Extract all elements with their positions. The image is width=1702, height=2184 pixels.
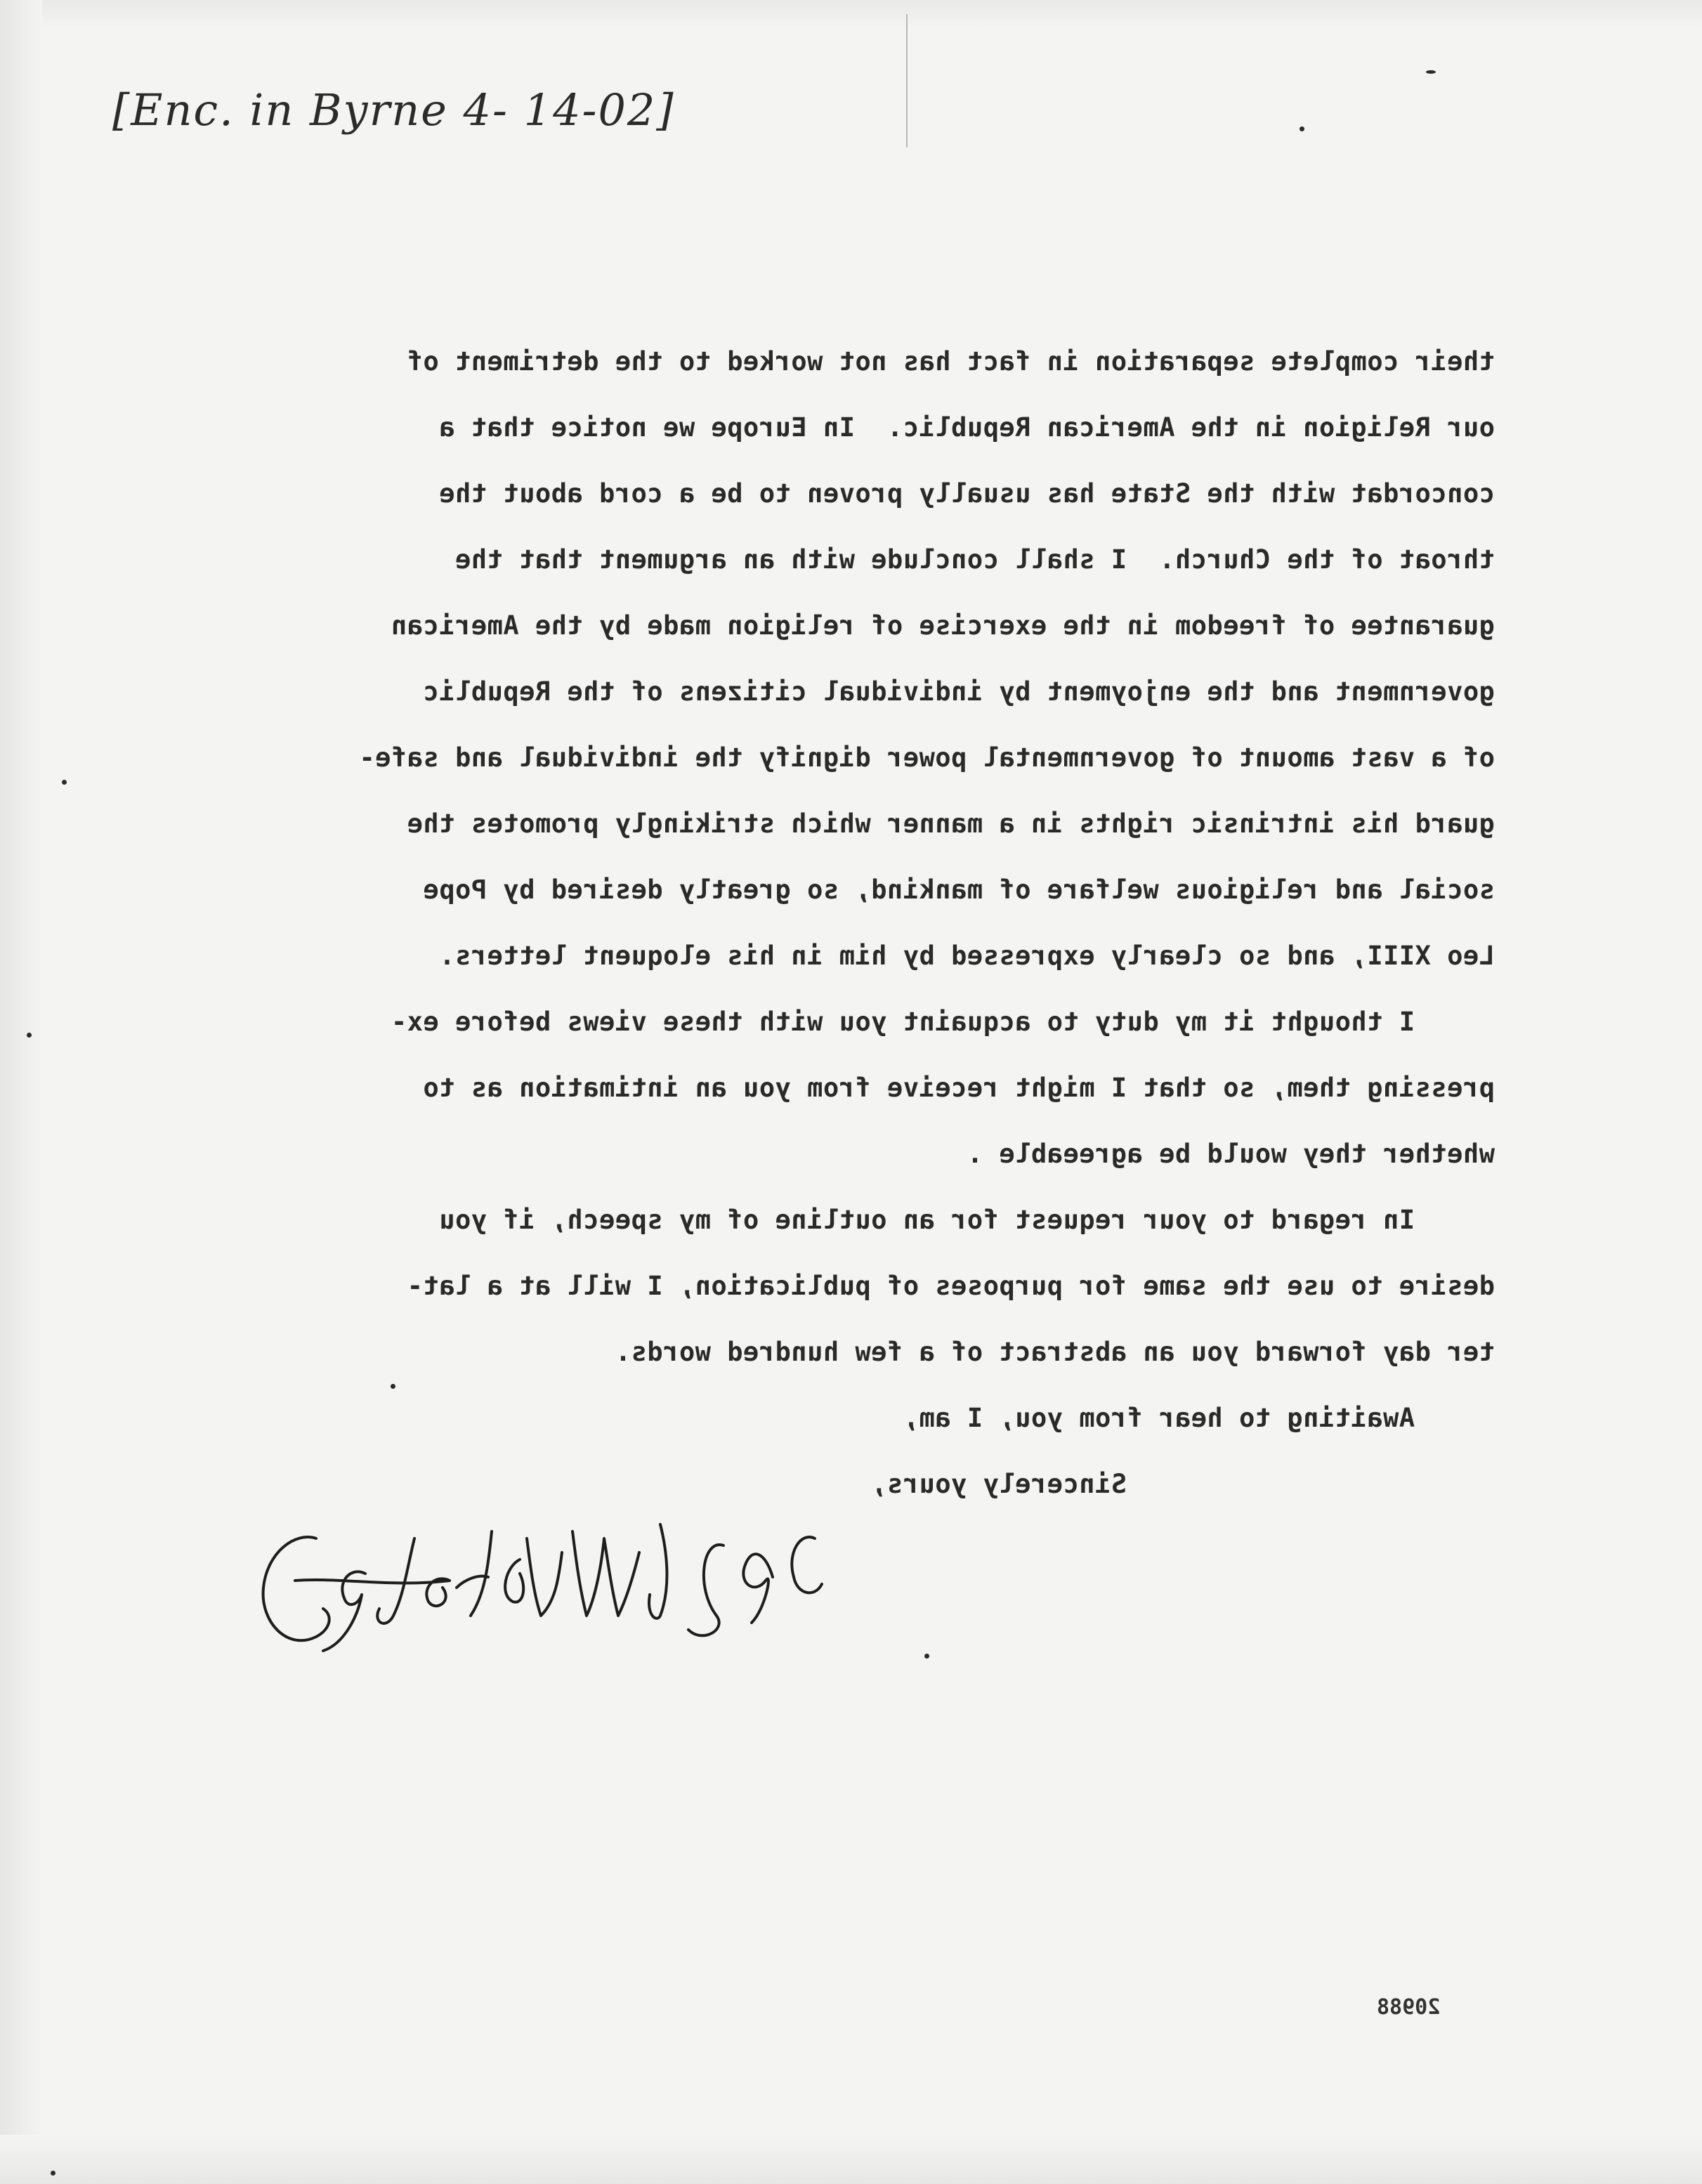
folio-number: 20988 <box>1377 1995 1441 2020</box>
body-line: guard his intrinsic rights in a manner which strikingly promotes the <box>407 809 1495 839</box>
body-line: concordat with the State has usually proven to be a cord about the <box>438 478 1495 509</box>
body-line: social and religious welfare of mankind, so greatly desired by Pope <box>423 875 1495 905</box>
paper-fold-line <box>906 14 908 148</box>
letter-body-mirrored <box>188 329 1495 1517</box>
ink-speck <box>391 1384 395 1389</box>
body-line: government and the enjoyment by individual citizens of the Republic <box>423 676 1495 707</box>
scan-shadow-top <box>0 0 1702 28</box>
body-line: I thought it my duty to acquaint you with these views before ex- <box>391 1007 1495 1037</box>
handwritten-annotation: [Enc. in Byrne 4- 14-02] <box>112 84 675 136</box>
scan-shadow-left <box>0 0 42 2184</box>
body-line: ter day forward you an abstract of a few hundred words. <box>615 1337 1495 1367</box>
body-line: their complete separation in fact has not worked to the detriment of <box>407 346 1495 377</box>
body-line: of a vast amount of governmental power dignify the individual and safe- <box>358 743 1495 773</box>
body-line: pressing them, so that I might receive from you an intimation as to <box>423 1073 1495 1103</box>
ink-speck <box>51 2171 55 2176</box>
closing-line: Sincerely yours, <box>870 1469 1495 1499</box>
ink-speck <box>1426 70 1436 74</box>
body-line: desire to use the same for purposes of publication, I will at a lat- <box>407 1271 1495 1301</box>
body-line: guarantee of freedom in the exercise of religion made by the American <box>391 610 1495 641</box>
body-line: whether they would be agreeable . <box>967 1139 1495 1169</box>
body-line: throat of the Church. I shall conclude with an argument that the <box>454 544 1495 575</box>
ink-speck <box>1300 126 1304 131</box>
ink-speck <box>62 780 67 785</box>
body-line: Leo XIII, and so clearly expressed by him in his eloquent letters. <box>438 941 1495 971</box>
body-line: Awaiting to hear from you, I am, <box>903 1403 1495 1433</box>
ink-speck <box>27 1033 32 1038</box>
ink-speck <box>924 1654 929 1659</box>
scan-shadow-bottom <box>0 2135 1702 2184</box>
body-line: In regard to your request for an outline of my speech, if you <box>438 1205 1495 1235</box>
handwritten-signature <box>211 1510 843 1665</box>
body-line: our Religion in the American Republic. In Europe we notice that a <box>438 412 1495 443</box>
